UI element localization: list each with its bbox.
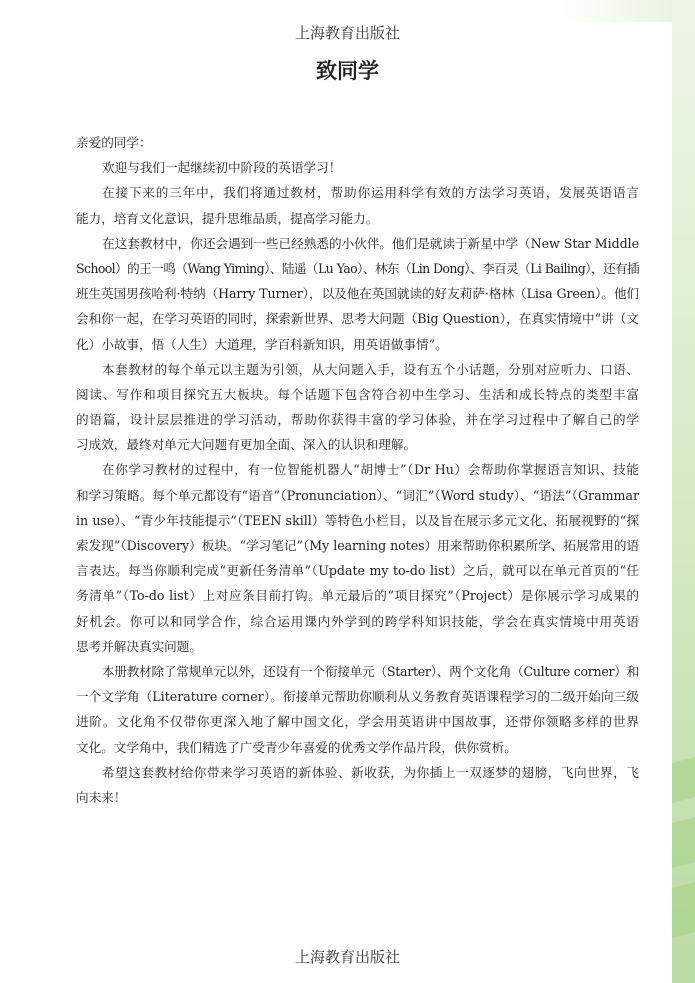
paragraph	[76, 760, 639, 810]
paragraph	[76, 155, 639, 180]
text-line: 会和你一起，在学习英语的同时，探索新世界、思考大问题（Big Question），在真实情境中“讲（文	[76, 311, 639, 327]
text-line: 向未来！	[76, 789, 127, 805]
greeting: 亲爱的同学：	[76, 135, 152, 150]
footer-publisher: 上海教育出版社	[294, 948, 400, 966]
text-line: 本册教材除了常规单元以外，还设有一个衔接单元（Starter）、两个文化角（Culture corner）和	[102, 663, 639, 679]
text-line: 阅读、写作和项目探究五大板块。每个话题下包含符合初中生学习、生活和成长特点的类型丰富	[76, 386, 639, 402]
text-line: 思考并解决真实问题。	[76, 638, 202, 654]
header-publisher: 上海教育出版社	[294, 24, 400, 42]
text-line: 务清单”（To-do list）上对应条目前打钩。单元最后的“项目探究”（Project）是你展示学习成果的	[76, 588, 639, 604]
text-line: 言表达。每当你顺利完成“更新任务清单”（Update my to-do list）之后，就可以在单元首页的“任	[76, 563, 639, 579]
text-line: 和学习策略。每个单元都设有“语音”（Pronunciation）、“词汇”（Word study）、“语法”（Grammar	[76, 487, 639, 503]
text-line: 欢迎与我们一起继续初中阶段的英语学习！	[102, 160, 342, 176]
text-line: 能力，培育文化意识，提升思维品质，提高学习能力。	[76, 210, 379, 226]
text-line: 在你学习教材的过程中，有一位智能机器人“胡博士”（Dr Hu）会帮助你掌握语言知识、技能	[102, 462, 639, 478]
paragraph	[76, 457, 639, 659]
text-line: 习成效，最终对单元大问题有更加全面、深入的认识和理解。	[76, 437, 417, 453]
text-line: 希望这套教材给你带来学习英语的新体验、新收获，为你插上一双逐梦的翅膀，飞向世界，飞	[102, 764, 639, 780]
text-line: 班生英国男孩哈利·特纳（Harry Turner），以及他在英国就读的好友莉萨·格林（Lisa Green）。他们	[76, 286, 639, 302]
paragraph	[76, 180, 639, 230]
text-line: 的语篇，设计层层推进的学习活动，帮助你获得丰富的学习体验，并在学习过程中了解自己的学	[76, 412, 639, 428]
text-line: School）的王一鸣（Wang Yiming）、陆遥（Lu Yao）、林东（Lin Dong）、李百灵（Li Bailing），还有插	[76, 260, 639, 276]
decoration-stripe	[672, 817, 695, 868]
decoration-stripe	[672, 757, 695, 803]
letter-body	[76, 130, 639, 810]
text-line: 一个文学角（Literature corner）。衔接单元帮助你顺利从义务教育英语课程学习的二级开始向三级	[76, 689, 639, 705]
text-line: 文化。文学角中，我们精选了广受青少年喜爱的优秀文学作品片段，供你赏析。	[76, 739, 517, 755]
page-title: 致同学	[316, 59, 379, 83]
paragraph	[76, 357, 639, 458]
text-line: 本套教材的每个单元以主题为引领，从大问题入手，设有五个小话题，分别对应听力、口语、	[102, 361, 639, 377]
text-line: 好机会。你可以和同学合作，综合运用课内外学到的跨学科知识技能，学会在真实情境中用英语	[76, 613, 639, 629]
paragraph	[76, 659, 639, 760]
text-line: in use）、“青少年技能提示”（TEEN skill）等特色小栏目，以及旨在展示多元文化、拓展视野的“探	[76, 512, 639, 528]
text-line: 索发现”（Discovery）板块。“学习笔记”（My learning notes）用来帮助你积累所学、拓展常用的语	[76, 538, 639, 553]
text-line: 在接下来的三年中，我们将通过教材，帮助你运用科学有效的方法学习英语，发展英语语言	[102, 185, 639, 201]
decoration-stripe	[672, 882, 695, 938]
text-line: 化）小故事，悟（人生）大道理，学百科新知识，用英语做事情”。	[76, 336, 448, 352]
paragraph	[76, 231, 639, 357]
text-line: 进阶。文化角不仅带你更深入地了解中国文化，学会用英语讲中国故事，还带你领略多样的世界	[76, 714, 639, 730]
text-line: 在这套教材中，你还会遇到一些已经熟悉的小伙伴。他们是就读于新星中学（New Star Middle	[102, 235, 639, 251]
